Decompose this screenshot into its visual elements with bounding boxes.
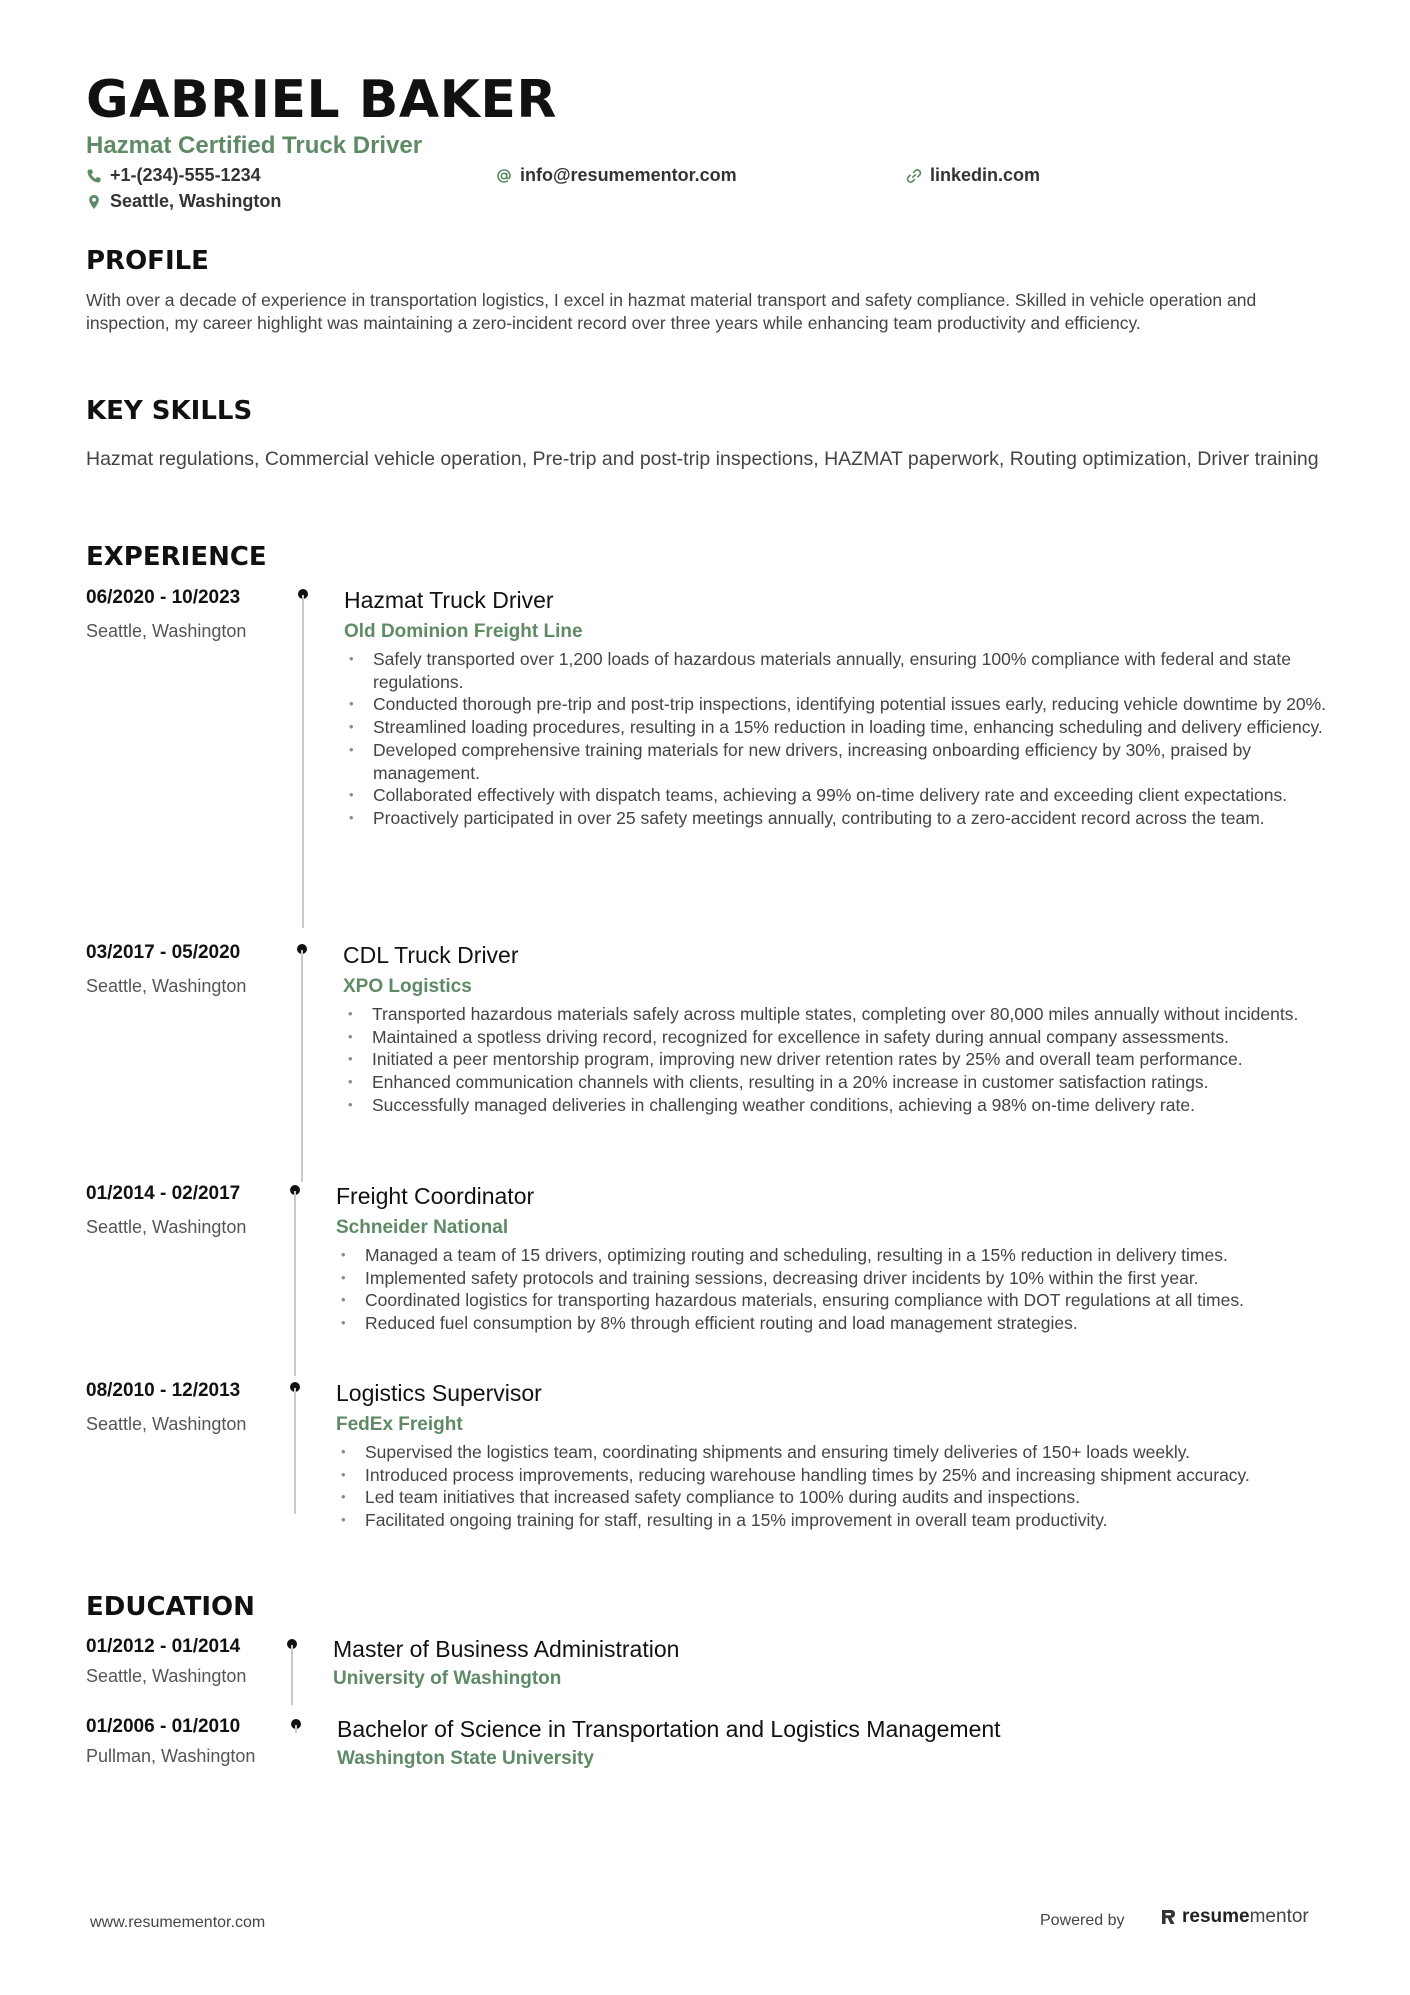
- timeline-line: [301, 950, 303, 1182]
- brand-logo-icon: [1160, 1908, 1176, 1926]
- phone-icon: [86, 168, 102, 184]
- job-company: FedEx Freight: [336, 1414, 463, 1435]
- job-bullet: • Reduced fuel consumption by 8% through efficient routing and load management strategies.: [335, 1312, 1330, 1335]
- linkedin-text: linkedin.com: [930, 165, 1041, 185]
- contact-location: [86, 191, 281, 212]
- footer-powered-by: Powered by: [1040, 1912, 1125, 1929]
- education-heading: EDUCATION: [86, 1592, 255, 1622]
- job-dates: 08/2010 - 12/2013: [86, 1380, 241, 1401]
- timeline-line: [294, 1191, 296, 1376]
- contact-linkedin[interactable]: [906, 165, 1040, 186]
- phone-text: +1-(234)-555-1234: [110, 165, 261, 185]
- timeline-line: [294, 1388, 296, 1514]
- job-bullet: • Introduced process improvements, reducing warehouse handling times by 25% and increasing shipment accuracy.: [335, 1464, 1330, 1487]
- candidate-role: Hazmat Certified Truck Driver: [86, 132, 423, 159]
- footer-website[interactable]: www.resumementor.com: [90, 1914, 266, 1931]
- contact-email[interactable]: [496, 165, 737, 186]
- job-bullets: [335, 1244, 1330, 1335]
- job-title: CDL Truck Driver: [343, 942, 519, 968]
- job-location: Seattle, Washington: [86, 1414, 247, 1434]
- job-company: Schneider National: [336, 1217, 509, 1238]
- location-pin-icon: [86, 194, 102, 210]
- brand-name-bold: resume: [1182, 1906, 1250, 1927]
- profile-heading: PROFILE: [86, 246, 209, 276]
- email-text: info@resumementor.com: [520, 165, 737, 185]
- skills-heading: KEY SKILLS: [86, 396, 253, 426]
- footer-brand-logo[interactable]: [1160, 1906, 1309, 1928]
- contact-phone[interactable]: [86, 165, 261, 186]
- job-location: Seattle, Washington: [86, 976, 247, 996]
- location-text: Seattle, Washington: [110, 191, 282, 211]
- job-bullet: • Proactively participated in over 25 safety meetings annually, contributing to a zero-accident record across the team.: [343, 807, 1333, 830]
- at-sign-icon: [496, 168, 512, 184]
- experience-heading: EXPERIENCE: [86, 542, 267, 572]
- education-school: University of Washington: [333, 1668, 562, 1689]
- job-title: Freight Coordinator: [336, 1183, 535, 1209]
- education-degree: Bachelor of Science in Transportation and Logistics Management: [337, 1716, 1001, 1742]
- education-degree: Master of Business Administration: [333, 1636, 680, 1662]
- link-icon: [906, 168, 922, 184]
- job-bullets: [335, 1441, 1330, 1532]
- education-school: Washington State University: [337, 1748, 594, 1769]
- job-dates: 01/2014 - 02/2017: [86, 1183, 241, 1204]
- education-location: Pullman, Washington: [86, 1746, 256, 1766]
- job-location: Seattle, Washington: [86, 1217, 247, 1237]
- job-bullet: • Collaborated effectively with dispatch teams, achieving a 99% on-time delivery rate and exceeding client expectations.: [343, 784, 1333, 807]
- job-bullet: • Conducted thorough pre-trip and post-trip inspections, identifying potential issues early, reducing vehicle downtime by 20%.: [343, 693, 1333, 716]
- job-bullets: [343, 648, 1333, 830]
- job-bullet: • Led team initiatives that increased safety compliance to 100% during audits and inspections.: [335, 1486, 1330, 1509]
- job-company: Old Dominion Freight Line: [344, 621, 583, 642]
- job-location: Seattle, Washington: [86, 621, 247, 641]
- profile-text: With over a decade of experience in transportation logistics, I excel in hazmat material transport and safety compliance. Skilled in vehicle operation and inspection, my career highlight was maintaining a zero-incident record over three years while enhancing team productivity and efficiency.: [86, 290, 1257, 333]
- job-dates: 06/2020 - 10/2023: [86, 587, 241, 608]
- job-bullet: • Facilitated ongoing training for staff, resulting in a 15% improvement in overall team productivity.: [335, 1509, 1330, 1532]
- job-title: Logistics Supervisor: [336, 1380, 542, 1406]
- timeline-line: [291, 1645, 293, 1705]
- education-dates: 01/2006 - 01/2010: [86, 1716, 241, 1737]
- job-bullet: • Managed a team of 15 drivers, optimizing routing and scheduling, resulting in a 15% reduction in delivery times.: [335, 1244, 1330, 1267]
- job-dates: 03/2017 - 05/2020: [86, 942, 241, 963]
- education-dates: 01/2012 - 01/2014: [86, 1636, 241, 1657]
- candidate-name: GABRIEL BAKER: [86, 70, 557, 130]
- job-bullet: • Safely transported over 1,200 loads of hazardous materials annually, ensuring 100% compliance with federal and state regulations.: [343, 648, 1333, 693]
- timeline-line: [302, 595, 304, 928]
- job-company: XPO Logistics: [343, 976, 472, 997]
- job-bullet: • Initiated a peer mentorship program, improving new driver retention rates by 25% and overall team performance.: [342, 1048, 1332, 1071]
- job-bullet: • Coordinated logistics for transporting hazardous materials, ensuring compliance with DOT regulations at all times.: [335, 1289, 1330, 1312]
- job-bullet: • Transported hazardous materials safely across multiple states, completing over 80,000 miles annually without incidents.: [342, 1003, 1332, 1026]
- education-location: Seattle, Washington: [86, 1666, 247, 1686]
- job-bullet: • Supervised the logistics team, coordinating shipments and ensuring timely deliveries of 150+ loads weekly.: [335, 1441, 1330, 1464]
- job-bullet: • Enhanced communication channels with clients, resulting in a 20% increase in customer satisfaction ratings.: [342, 1071, 1332, 1094]
- job-title: Hazmat Truck Driver: [344, 587, 554, 613]
- job-bullet: • Maintained a spotless driving record, recognized for excellence in safety during annual company assessments.: [342, 1026, 1332, 1049]
- job-bullet: • Streamlined loading procedures, resulting in a 15% reduction in loading time, enhancing scheduling and delivery efficiency.: [343, 716, 1333, 739]
- job-bullet: • Successfully managed deliveries in challenging weather conditions, achieving a 98% on-time delivery rate.: [342, 1094, 1332, 1117]
- job-bullet: • Implemented safety protocols and training sessions, decreasing driver incidents by 10% within the first year.: [335, 1267, 1330, 1290]
- job-bullets: [342, 1003, 1332, 1117]
- job-bullet: • Developed comprehensive training materials for new drivers, increasing onboarding efficiency by 30%, praised by management.: [343, 739, 1333, 784]
- skills-text: Hazmat regulations, Commercial vehicle operation, Pre-trip and post-trip inspections, HAZMAT paperwork, Routing optimization, Driver training: [86, 448, 1319, 470]
- timeline-line: [295, 1725, 297, 1733]
- brand-name-regular: mentor: [1249, 1906, 1309, 1927]
